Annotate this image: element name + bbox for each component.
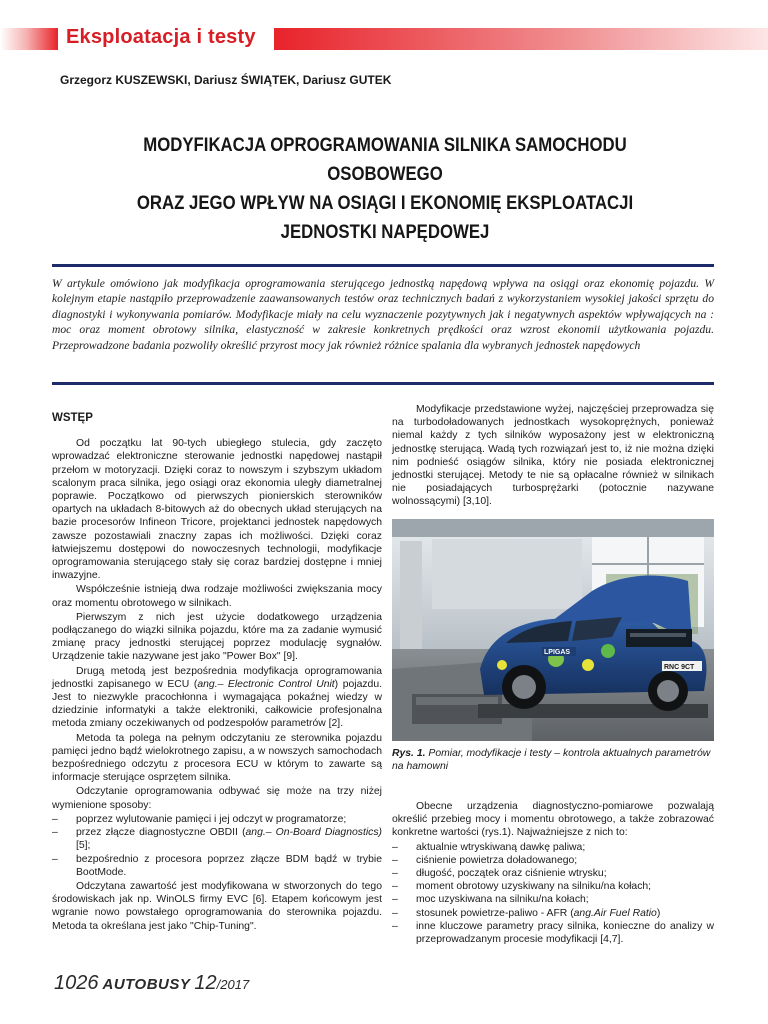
- list-item: – ciśnienie powietrza doładowanego;: [392, 854, 714, 867]
- text-run: [5];: [76, 840, 91, 852]
- figure-caption: [392, 747, 714, 773]
- page-number: 1026: [54, 972, 99, 994]
- list-item: – aktualnie wtryskiwaną dawkę paliwa;: [392, 841, 714, 854]
- paragraph: [52, 665, 382, 731]
- abstract: W artykule omówiono jak modyfikacja oprogramowania sterującego jednostką napędową wpływa na osiągi oraz ekonomię pojazdu. W kolejnym etapie nastąpiło przeprowadzenie zaawansowanych testów oraz technicznych badań z wykorzystaniem wysokiej jakości sprzętu do diagnostyki i wykonywania pomiarów. Modyfikacje miały na celu wyznaczenie pozytywnych jak i negatywnych aspektów wpływających na : moc oraz moment obrotowy silnika, elastyczność w zakresie konkretnych prędkości oraz wzrost ekonomii użytkowania pojazdu. Przeprowadzone badania pozwoliły określić przyrost mocy jak również różnice spalania dla wybranych jednostek napędowych: [52, 277, 714, 352]
- article-title: [88, 131, 681, 247]
- paragraph: Współcześnie istnieją dwa rodzaje możliwości zwiększania mocy oraz momentu obrotowego w silnikach.: [52, 584, 382, 609]
- method-list: [52, 813, 382, 879]
- text-run: ) pojazdu. Jest to niezwykle pracochłonna i wymagająca pokaźnej wiedzy w dziedzinie informatyki a także elektroniki, całkowicie profesjonalna metoda zmiany oczekiwanych od podzespołów parametrów [2].: [52, 678, 382, 730]
- list-item: – moc uzyskiwana na silniku/na kołach;: [392, 893, 714, 906]
- paragraph: Metoda ta polega na pełnym odczytaniu ze sterownika pojazdu pamięci jedno bądź wielokrotnego zapisu, a w nowszych samochodach bezpośredniego odczytu z procesora ECU w którym to zawarte są informacje sterujące osprzętem silnika.: [52, 732, 382, 784]
- paragraph: Pierwszym z nich jest użycie dodatkowego urządzenia podłączanego do wiązki silnika pojazdu, które ma za zadanie wymusić zmianę pracy jednostki sterującej poprzez modulację sygnałów. Urządzenie takie nazywane jest jako "Power Box" [9].: [52, 611, 382, 663]
- figure-photo: [392, 519, 714, 741]
- header-gradient-right: [274, 28, 768, 50]
- license-plate-text: RNC 9CT: [664, 663, 695, 671]
- issue-number: 12: [194, 972, 217, 994]
- section-heading: WSTĘP: [52, 412, 93, 424]
- text-run: Drugą metodą jest bezpośrednia modyfikacja oprogramowania jednostki zapisanego w ECU (: [52, 665, 382, 690]
- text-run: przez złącze diagnostyczne OBDII (: [76, 827, 246, 839]
- text-run: ): [656, 907, 661, 919]
- list-item: [392, 907, 714, 920]
- abstract-rule-bottom: [52, 382, 714, 385]
- title-line-1: MODYFIKACJA OPROGRAMOWANIA SILNIKA SAMOCHODU OSOBOWEGO: [143, 134, 627, 185]
- figure-label: Rys. 1.: [392, 747, 426, 759]
- list-item: – poprzez wylutowanie pamięci i jej odczyt w programatorze;: [52, 813, 382, 826]
- title-line-3: JEDNOSTKI NAPĘDOWEJ: [280, 221, 490, 243]
- list-item: – bezpośrednio z procesora poprzez złącze BDM bądź w trybie BootMode.: [52, 853, 382, 879]
- list-item: – moment obrotowy uzyskiwany na silniku/na kołach;: [392, 880, 714, 893]
- paragraph: Od początku lat 90-tych ubiegłego stulecia, gdy zaczęto wprowadzać elektroniczne sterowanie jednostki napędowej nastąpił przełom w motoryzacji. Dzięki coraz to nowszym i szybszym układom scalonym praca silnika, jego osiągi oraz ekonomia uległy diametralnej poprawie. Początkowo od pierwszych pionierskich sterowników opartych na układach 8-bitowych aż do obecnych układ sterujących na bazie procesorów Infineon Tricore, projektanci jednostek napędowych zawsze pozostawiali znaczny zapas ich możliwości. Dzięki coraz łatwiejszemu dostępowi do nowoczesnych technologii, modyfikacje oprogramowania sterującego stały się coraz bardziej dostępne i mniej inwazyjne.: [52, 438, 382, 582]
- list-item: – długość, początek oraz ciśnienie wtrysku;: [392, 867, 714, 880]
- issue-year: /2017: [216, 977, 250, 992]
- paragraph: Obecne urządzenia diagnostyczno-pomiarowe pozwalają określić przebieg mocy i momentu obrotowego, a także zobrazować konkretne wartości (rys.1). Najważniejsze z nich to:: [392, 801, 714, 839]
- text-run-italic: ang.Air Fuel Ratio: [573, 907, 657, 919]
- text-run-italic: ang.– On-Board Diagnostics): [245, 827, 382, 839]
- text-run-italic: ang.– Electronic Control Unit: [197, 678, 335, 690]
- paragraph: Odczytanie oprogramowania odbywać się może na trzy niżej wymienione sposoby:: [52, 786, 382, 811]
- list-item: [52, 826, 382, 852]
- text-run: stosunek powietrze-paliwo - AFR (: [416, 907, 574, 919]
- paragraph: Modyfikacje przedstawione wyżej, najczęściej przeprowadza się na turbodoładowanych jednostkach wysokoprężnych, ponieważ niemal każdy z tych silników wyposażony jest w elektroniczną jednostkę sterującą. Wadą tych rozwiązań jest to, iż nie można dzięki nim podnieść osiągów silnika, który nie posiada elektronicznej jednostki sterującej. Metody te nie są opłacalne również w silnikach nie posiadających turbosprężarki (potocznie nazywane wolnossącymi) [3,10].: [392, 404, 714, 508]
- magazine-name: AUTOBUSY: [102, 976, 191, 993]
- authors: Grzegorz KUSZEWSKI, Dariusz ŚWIĄTEK, Dariusz GUTEK: [60, 73, 392, 87]
- dyno-car-illustration: [392, 519, 714, 741]
- paragraph: Odczytana zawartość jest modyfikowana w stworzonych do tego środowiskach jak np. WinOLS firmy EVC [6]. Etapem końcowym jest wgranie nowo powstałego oprogramowania do sterownika pojazdu. Metoda ta określana jest jako "Chip-Tuning".: [52, 880, 382, 932]
- page-footer: [54, 972, 249, 995]
- section-title: Eksploatacja i testy: [66, 26, 256, 48]
- car-sticker-text: LPIGAS: [544, 648, 571, 656]
- list-item: – inne kluczowe parametry pracy silnika, konieczne do analizy w przeprowadzanym procesie modyfikacji [4,7].: [392, 920, 714, 946]
- left-column: [52, 412, 382, 934]
- abstract-rule-top: [52, 264, 714, 267]
- header-gradient-left: [0, 28, 58, 50]
- right-column: [392, 403, 714, 947]
- title-line-2: ORAZ JEGO WPŁYW NA OSIĄGI I EKONOMIĘ EKSPLOATACJI: [136, 192, 634, 214]
- figure-caption-text: Pomiar, modyfikacje i testy – kontrola aktualnych parametrów na hamowni: [392, 747, 711, 772]
- parameter-list: [392, 841, 714, 947]
